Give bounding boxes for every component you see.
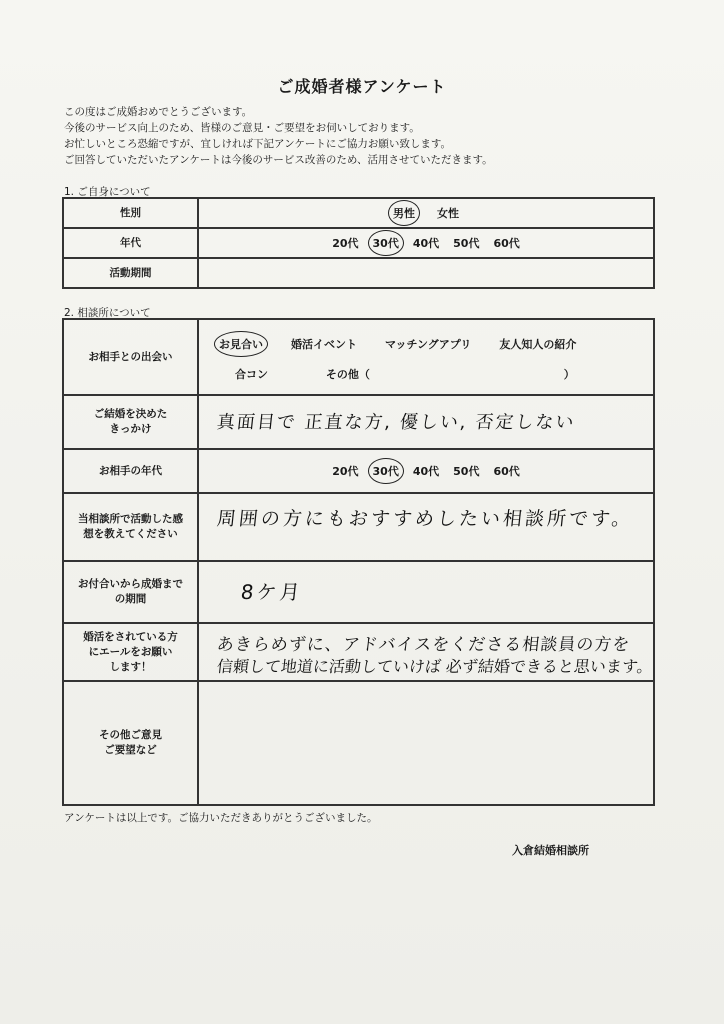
partner-age-option[interactable]: 20代 — [332, 465, 359, 478]
cheer-label: 婚活をされている方 にエールをお願い します！ — [63, 623, 198, 681]
gender-field — [198, 198, 654, 228]
age-option[interactable]: 20代 — [332, 237, 359, 250]
section1-heading: 1. ご自身について — [64, 186, 151, 198]
gender-label: 性別 — [63, 198, 198, 228]
intro-line: お忙しいところ恐縮ですが、宜しければ下記アンケートにご協力お願い致します。 — [64, 138, 452, 150]
partner-age-option-selected[interactable]: 30代 — [373, 463, 399, 479]
gender-option-male[interactable]: 男性 — [393, 205, 415, 221]
period-label: 活動期間 — [63, 258, 198, 288]
impression-answer: 周囲の方にもおすすめしたい相談所です。 — [215, 508, 635, 530]
section2-table — [62, 318, 655, 806]
partner-age-label: お相手の年代 — [63, 449, 198, 493]
impression-answer-field[interactable] — [198, 493, 654, 561]
intro-line: ご回答していただいたアンケートは今後のサービス改善のため、活用させていただきます。 — [64, 154, 493, 166]
meeting-option-other[interactable]: その他（ — [325, 368, 370, 381]
meeting-label: お相手との出会い — [63, 319, 198, 395]
meeting-field — [198, 319, 654, 395]
age-label: 年代 — [63, 228, 198, 258]
reason-label: ご結婚を決めた きっかけ — [63, 395, 198, 449]
meeting-option-omiai[interactable]: お見合い — [219, 336, 263, 352]
age-option[interactable]: 40代 — [412, 237, 440, 250]
partner-age-option[interactable]: 50代 — [453, 465, 480, 478]
intro-line: 今後のサービス向上のため、皆様のご意見・ご要望をお伺いしております。 — [64, 122, 420, 134]
duration-answer: 8ケ月 — [239, 580, 304, 604]
age-option[interactable]: 60代 — [493, 237, 520, 250]
reason-answer-field[interactable] — [198, 395, 654, 449]
gender-option-female[interactable]: 女性 — [437, 207, 459, 220]
meeting-option-other-close: ） — [563, 368, 575, 381]
meeting-option-event[interactable]: 婚活イベント — [291, 338, 357, 351]
duration-answer-field[interactable] — [198, 561, 654, 623]
other-label: その他ご意見 ご要望など — [63, 681, 198, 805]
age-option[interactable]: 50代 — [453, 237, 480, 250]
partner-age-field — [198, 449, 654, 493]
partner-age-option[interactable]: 60代 — [493, 465, 520, 478]
age-field — [198, 228, 654, 258]
organization-name: 入倉結婚相談所 — [512, 844, 589, 857]
meeting-option-app[interactable]: マッチングアプリ — [385, 338, 472, 351]
age-option-selected[interactable]: 30代 — [373, 235, 399, 251]
cheer-answer-line2: 信頼して地道に活動していけば 必ず結婚できると思います。 — [215, 657, 654, 676]
intro-line: この度はご成婚おめでとうございます。 — [64, 106, 253, 118]
section1-table — [62, 197, 655, 289]
period-field[interactable] — [198, 258, 654, 288]
partner-age-option[interactable]: 40代 — [412, 465, 440, 478]
impression-label: 当相談所で活動した感 想を教えてください — [63, 493, 198, 561]
page-title: ご成婚者様アンケート — [277, 77, 447, 96]
footer-text: アンケートは以上です。ご協力いただきありがとうございました。 — [64, 812, 378, 824]
cheer-answer-line1: あきらめずに、アドバイスをくださる相談員の方を — [215, 635, 632, 655]
duration-label: お付合いから成婚まで の期間 — [63, 561, 198, 623]
cheer-answer-field[interactable] — [198, 623, 654, 681]
meeting-option-goukon[interactable]: 合コン — [235, 368, 268, 381]
section2-heading: 2. 相談所について — [64, 307, 151, 319]
other-answer-field[interactable] — [198, 681, 654, 805]
meeting-option-friend[interactable]: 友人知人の紹介 — [499, 338, 577, 351]
reason-answer: 真面目で 正直な方, 優しい, 否定しない — [215, 412, 577, 433]
intro-text — [64, 104, 493, 168]
